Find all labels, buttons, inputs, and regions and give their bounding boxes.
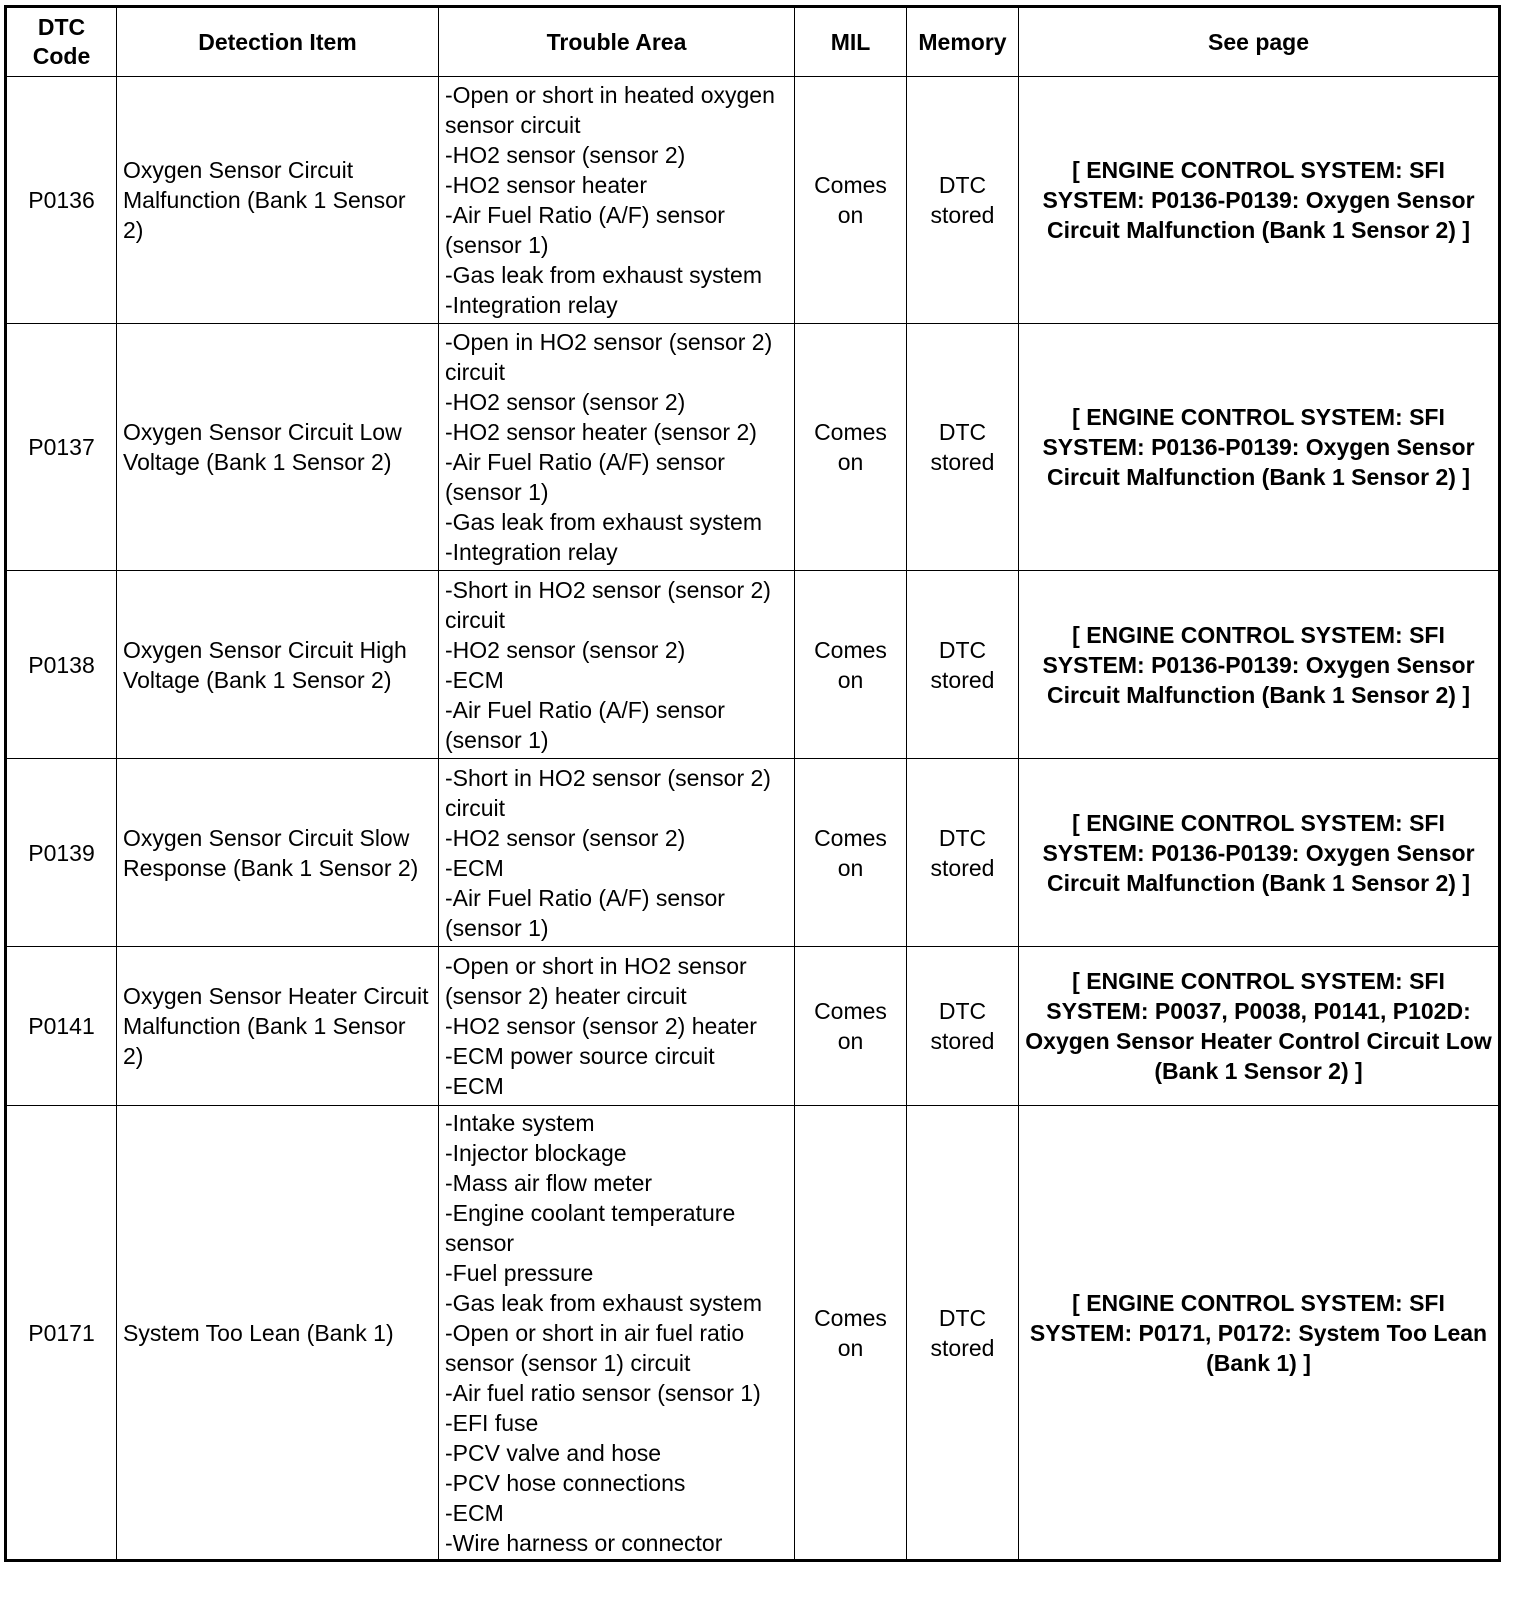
mil-text: on — [837, 666, 864, 693]
trouble-area-cell — [439, 324, 795, 571]
header-memory: Memory — [907, 7, 1019, 77]
trouble-area-line: -Short in HO2 sensor (sensor 2) circuit — [445, 764, 771, 821]
trouble-area-line: -Air Fuel Ratio (A/F) sensor (sensor 1) — [445, 884, 725, 941]
dtc-code-cell: P0136 — [6, 77, 117, 324]
mil-cell — [795, 1106, 907, 1561]
trouble-area-line: -Integration relay — [445, 292, 618, 318]
table-row — [6, 759, 1500, 947]
mil-text: Comes — [814, 1304, 887, 1331]
trouble-area-line: -HO2 sensor (sensor 2) — [445, 142, 686, 168]
mil-cell — [795, 947, 907, 1106]
trouble-area-cell — [439, 759, 795, 947]
trouble-area-line: -ECM power source circuit — [445, 1043, 715, 1069]
memory-cell — [907, 77, 1019, 324]
trouble-area-cell — [439, 77, 795, 324]
table-row — [6, 947, 1500, 1106]
trouble-area-cell — [439, 571, 795, 759]
dtc-code-cell: P0171 — [6, 1106, 117, 1561]
trouble-area-line: -Air fuel ratio sensor (sensor 1) — [445, 1379, 761, 1406]
table-row — [6, 77, 1500, 324]
table-row — [6, 1106, 1500, 1561]
trouble-area-line: -Open or short in heated oxygen sensor circuit — [445, 82, 775, 138]
dtc-code-cell: P0137 — [6, 324, 117, 571]
trouble-area-cell — [439, 1106, 795, 1561]
detection-item-cell: Oxygen Sensor Heater Circuit Malfunction (Bank 1 Sensor 2) — [117, 947, 439, 1106]
memory-text: DTC — [938, 824, 987, 851]
trouble-area-line: -Intake system — [445, 1109, 595, 1136]
mil-text: Comes — [814, 998, 887, 1024]
see-page-cell: [ ENGINE CONTROL SYSTEM: SFI SYSTEM: P0136-P0139: Oxygen Sensor Circuit Malfunction (Bank 1 Sensor 2) ] — [1019, 571, 1500, 759]
trouble-area-line: -Gas leak from exhaust system — [445, 1289, 762, 1316]
trouble-area-line: -Injector blockage — [445, 1139, 627, 1166]
memory-text: DTC — [938, 636, 987, 663]
dtc-table — [4, 5, 1501, 1562]
memory-cell — [907, 1106, 1019, 1561]
mil-text: Comes — [814, 636, 887, 663]
see-page-cell: [ ENGINE CONTROL SYSTEM: SFI SYSTEM: P0136-P0139: Oxygen Sensor Circuit Malfunction (Bank 1 Sensor 2) ] — [1019, 324, 1500, 571]
table-row — [6, 324, 1500, 571]
memory-text: DTC — [938, 998, 987, 1024]
memory-text: DTC — [938, 419, 987, 445]
detection-item-cell: Oxygen Sensor Circuit Low Voltage (Bank 1 Sensor 2) — [117, 324, 439, 571]
memory-text: stored — [930, 666, 995, 693]
header-dtc-code-line-2: Code — [32, 43, 91, 69]
trouble-area-line: -HO2 sensor (sensor 2) — [445, 636, 686, 663]
detection-item-cell: Oxygen Sensor Circuit Malfunction (Bank 1 Sensor 2) — [117, 77, 439, 324]
memory-cell — [907, 947, 1019, 1106]
dtc-table-body — [6, 77, 1500, 1561]
trouble-area-line: -HO2 sensor (sensor 2) — [445, 389, 686, 415]
trouble-area-line: -EFI fuse — [445, 1409, 539, 1436]
document-page — [4, 5, 1501, 1562]
header-trouble-area: Trouble Area — [439, 7, 795, 77]
memory-text: stored — [930, 202, 995, 228]
mil-cell — [795, 759, 907, 947]
mil-text: on — [837, 854, 864, 881]
mil-text: on — [837, 1334, 864, 1361]
mil-cell — [795, 571, 907, 759]
dtc-code-cell: P0141 — [6, 947, 117, 1106]
memory-text: DTC — [938, 1304, 987, 1331]
trouble-area-line: -Integration relay — [445, 539, 618, 565]
detection-item-cell: System Too Lean (Bank 1) — [117, 1106, 439, 1561]
memory-cell — [907, 324, 1019, 571]
trouble-area-line: -Gas leak from exhaust system — [445, 262, 762, 288]
trouble-area-line: -Fuel pressure — [445, 1259, 594, 1286]
mil-text: Comes — [814, 824, 887, 851]
trouble-area-line: -Air Fuel Ratio (A/F) sensor (sensor 1) — [445, 696, 725, 753]
mil-text: on — [837, 449, 864, 475]
memory-cell — [907, 759, 1019, 947]
trouble-area-line: -Mass air flow meter — [445, 1169, 653, 1196]
table-row — [6, 571, 1500, 759]
trouble-area-line: -Air Fuel Ratio (A/F) sensor (sensor 1) — [445, 449, 725, 505]
trouble-area-line: -ECM — [445, 666, 504, 693]
trouble-area-line: -HO2 sensor heater (sensor 2) — [445, 419, 757, 445]
memory-cell — [907, 571, 1019, 759]
trouble-area-line: -Engine coolant temperature sensor — [445, 1199, 736, 1256]
see-page-cell: [ ENGINE CONTROL SYSTEM: SFI SYSTEM: P0037, P0038, P0141, P102D: Oxygen Sensor Heater Control Circuit Low (Bank 1 Sensor 2) ] — [1019, 947, 1500, 1106]
header-dtc-code-line-1: DTC — [37, 14, 86, 40]
trouble-area-line: -Gas leak from exhaust system — [445, 509, 762, 535]
trouble-area-line: -HO2 sensor heater — [445, 172, 647, 198]
detection-item-cell: Oxygen Sensor Circuit Slow Response (Bank 1 Sensor 2) — [117, 759, 439, 947]
header-row — [6, 7, 1500, 77]
mil-text: Comes — [814, 172, 887, 198]
trouble-area-line: -Short in HO2 sensor (sensor 2) circuit — [445, 576, 771, 633]
trouble-area-cell — [439, 947, 795, 1106]
dtc-code-cell: P0139 — [6, 759, 117, 947]
trouble-area-line: -PCV hose connections — [445, 1469, 686, 1496]
memory-text: stored — [930, 1334, 995, 1361]
mil-text: on — [837, 202, 864, 228]
memory-text: stored — [930, 854, 995, 881]
trouble-area-line: -Wire harness or connector — [445, 1529, 723, 1556]
trouble-area-line: -Open in HO2 sensor (sensor 2) circuit — [445, 329, 773, 385]
trouble-area-line: -Air Fuel Ratio (A/F) sensor (sensor 1) — [445, 202, 725, 258]
mil-cell — [795, 77, 907, 324]
header-dtc-code — [6, 7, 117, 77]
memory-text: stored — [930, 1028, 995, 1054]
trouble-area-line: -Open or short in HO2 sensor (sensor 2) heater circuit — [445, 953, 747, 1009]
trouble-area-line: -ECM — [445, 1073, 504, 1099]
trouble-area-line: -PCV valve and hose — [445, 1439, 662, 1466]
mil-text: on — [837, 1028, 864, 1054]
header-detection-item: Detection Item — [117, 7, 439, 77]
detection-item-cell: Oxygen Sensor Circuit High Voltage (Bank 1 Sensor 2) — [117, 571, 439, 759]
trouble-area-line: -ECM — [445, 854, 504, 881]
mil-text: Comes — [814, 419, 887, 445]
dtc-code-cell: P0138 — [6, 571, 117, 759]
trouble-area-line: -Open or short in air fuel ratio sensor (sensor 1) circuit — [445, 1319, 745, 1376]
trouble-area-line: -HO2 sensor (sensor 2) heater — [445, 1013, 757, 1039]
see-page-cell: [ ENGINE CONTROL SYSTEM: SFI SYSTEM: P0171, P0172: System Too Lean (Bank 1) ] — [1019, 1106, 1500, 1561]
memory-text: DTC — [938, 172, 987, 198]
header-mil: MIL — [795, 7, 907, 77]
trouble-area-line: -ECM — [445, 1499, 504, 1526]
see-page-cell: [ ENGINE CONTROL SYSTEM: SFI SYSTEM: P0136-P0139: Oxygen Sensor Circuit Malfunction (Bank 1 Sensor 2) ] — [1019, 759, 1500, 947]
header-see-page: See page — [1019, 7, 1500, 77]
mil-cell — [795, 324, 907, 571]
trouble-area-line: -HO2 sensor (sensor 2) — [445, 824, 686, 851]
see-page-cell: [ ENGINE CONTROL SYSTEM: SFI SYSTEM: P0136-P0139: Oxygen Sensor Circuit Malfunction (Bank 1 Sensor 2) ] — [1019, 77, 1500, 324]
memory-text: stored — [930, 449, 995, 475]
